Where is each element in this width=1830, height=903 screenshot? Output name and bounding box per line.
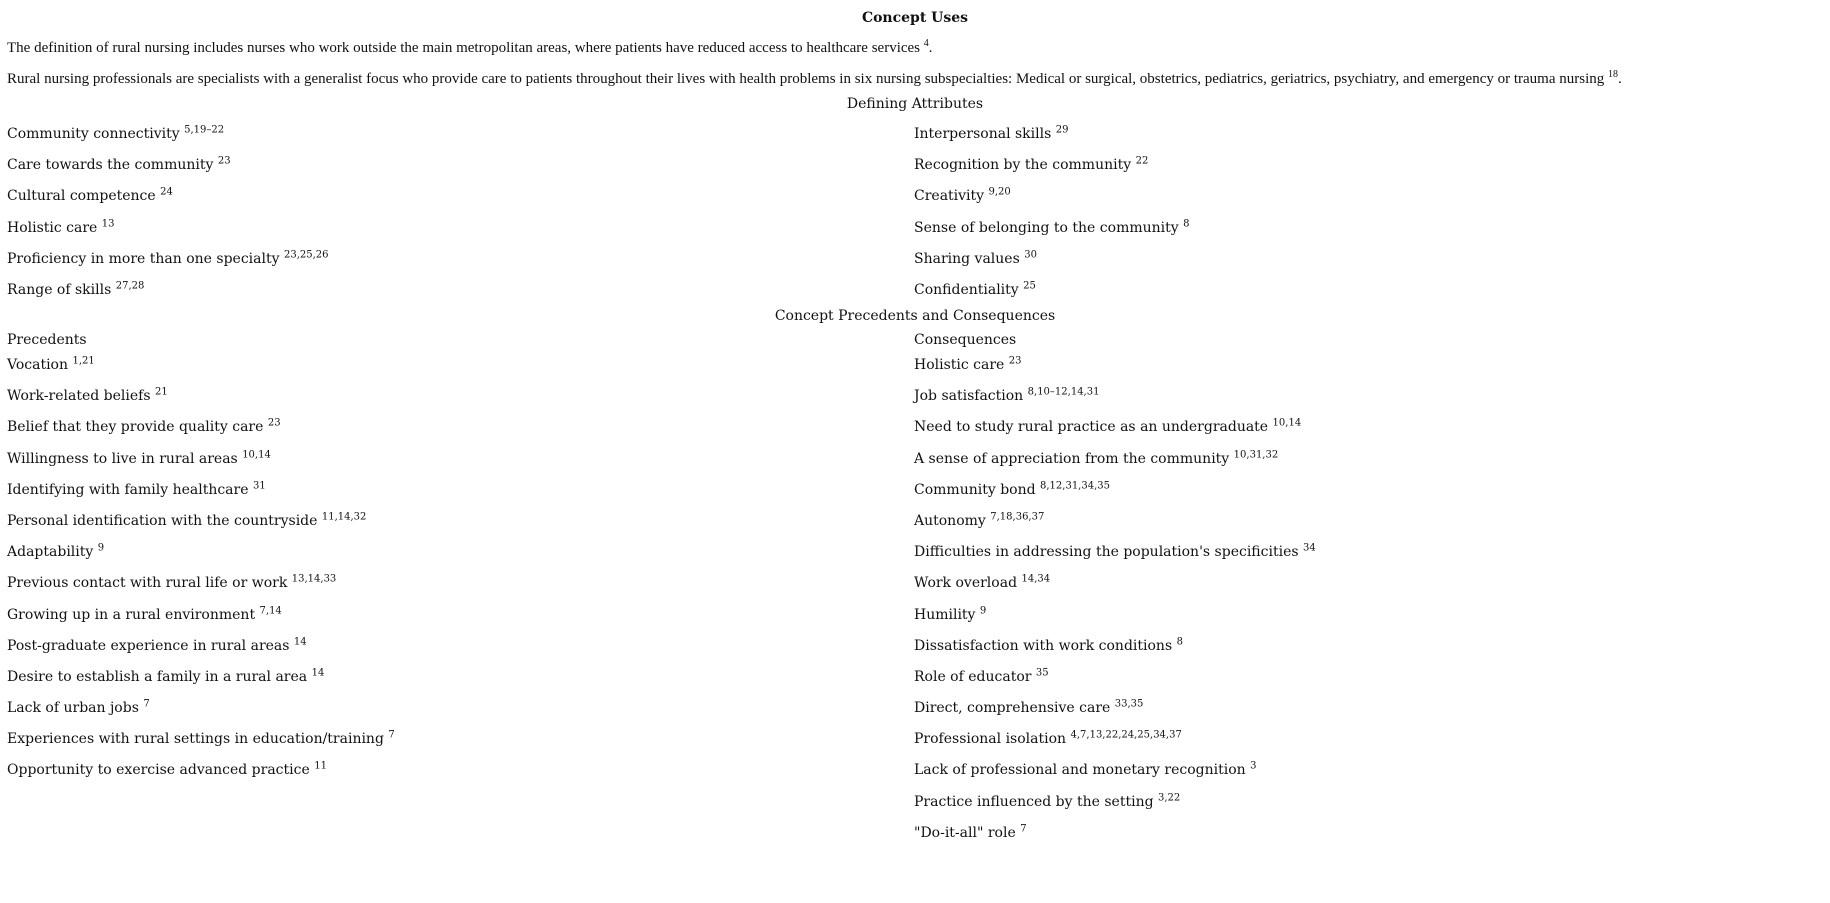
consequence-item	[914, 480, 1316, 511]
precedent-item	[7, 636, 395, 667]
item-label: Identifying with family healthcare	[7, 481, 249, 498]
attribute-item	[7, 249, 329, 280]
citation-ref: 8,12,31,34,35	[1040, 480, 1110, 492]
item-label: Experiences with rural settings in education/training	[7, 731, 384, 748]
item-label: Recognition by the community	[914, 157, 1132, 174]
attribute-item	[914, 249, 1190, 280]
item-label: Care towards the community	[7, 157, 214, 174]
citation-ref: 23	[1008, 355, 1022, 367]
citation-ref: 7	[1020, 823, 1027, 835]
precedent-item	[7, 729, 395, 760]
item-label: Community connectivity	[7, 126, 180, 142]
item-label: Personal identification with the countryside	[7, 512, 318, 529]
consequence-item	[914, 573, 1316, 604]
item-label: Lack of professional and monetary recognition	[914, 762, 1246, 779]
citation-ref: 9	[97, 542, 105, 554]
citation-ref: 8,10–12,14,31	[1027, 386, 1100, 398]
attribute-item	[7, 155, 329, 186]
citation-ref: 4	[923, 38, 929, 49]
item-label: Humility	[914, 606, 976, 623]
item-label: Previous contact with rural life or work	[7, 575, 288, 592]
paragraph-rural-nursing-specialists	[7, 69, 1622, 89]
precedent-item	[7, 667, 395, 698]
citation-ref: 3,22	[1158, 791, 1181, 803]
item-label: Work-related beliefs	[7, 388, 151, 405]
attribute-item	[914, 186, 1190, 217]
citation-ref: 3	[1250, 760, 1257, 772]
item-label: Belief that they provide quality care	[7, 419, 264, 436]
citation-ref: 14	[311, 667, 325, 679]
citation-ref: 7	[143, 698, 150, 710]
precedents-list	[7, 330, 395, 792]
citation-ref: 11,14,32	[321, 511, 367, 523]
attribute-item	[914, 218, 1190, 249]
paragraph-rural-nursing-definition	[7, 38, 933, 58]
item-label: Work overload	[914, 575, 1018, 592]
precedent-item	[7, 449, 395, 480]
citation-ref: 1,21	[72, 355, 95, 367]
attribute-item	[914, 124, 1190, 155]
item-label: Vocation	[7, 357, 68, 373]
item-label: Interpersonal skills	[914, 126, 1052, 142]
citation-ref: 27,28	[115, 280, 145, 292]
item-label: Difficulties in addressing the population's specificities	[914, 544, 1299, 561]
citation-ref: 22	[1135, 155, 1149, 167]
citation-ref: 14,34	[1021, 573, 1051, 585]
item-label: Sense of belonging to the community	[914, 219, 1179, 236]
defining-attributes-right-list	[914, 124, 1190, 311]
consequence-item	[914, 760, 1316, 791]
item-label: Dissatisfaction with work conditions	[914, 637, 1173, 654]
item-label: Range of skills	[7, 281, 112, 298]
consequence-item	[914, 729, 1316, 760]
paragraph-text: The definition of rural nursing includes nurses who work outside the main metropolitan areas, where patients have reduced access to healthcare services	[7, 40, 921, 56]
consequence-item	[914, 698, 1316, 729]
citation-ref: 23	[267, 417, 281, 429]
citation-ref: 9	[979, 604, 987, 616]
item-label: Holistic care	[7, 219, 98, 236]
consequence-item	[914, 823, 1316, 854]
citation-ref: 8	[1176, 636, 1183, 648]
precedent-item	[7, 760, 395, 791]
citation-ref: 4,7,13,22,24,25,34,37	[1070, 729, 1182, 741]
consequences-column-header: Consequences	[914, 332, 1017, 348]
citation-ref: 7,14	[259, 604, 282, 616]
precedent-item	[7, 480, 395, 511]
item-label: Desire to establish a family in a rural area	[7, 668, 308, 685]
attribute-item	[7, 186, 329, 217]
citation-ref: 7	[388, 729, 395, 741]
citation-ref: 31	[252, 480, 266, 492]
citation-ref: 23,25,26	[283, 249, 329, 261]
document-title: Concept Uses	[861, 10, 969, 26]
consequence-item	[914, 667, 1316, 698]
item-label: Role of educator	[914, 668, 1032, 685]
item-label: Job satisfaction	[914, 388, 1024, 405]
consequence-item	[914, 511, 1316, 542]
item-label: Confidentiality	[914, 281, 1019, 298]
item-label: Proficiency in more than one specialty	[7, 250, 280, 267]
precedent-item	[7, 417, 395, 448]
citation-ref: 29	[1055, 124, 1069, 136]
citation-ref: 24	[160, 186, 173, 198]
item-label: A sense of appreciation from the community	[914, 450, 1230, 467]
precedent-item	[7, 511, 395, 542]
citation-ref: 30	[1024, 249, 1037, 261]
consequence-item	[914, 792, 1316, 823]
precedent-item	[7, 573, 395, 604]
paragraph-tail: .	[928, 40, 933, 56]
precedent-item	[7, 386, 395, 417]
item-label: Holistic care	[914, 357, 1005, 373]
consequence-item	[914, 636, 1316, 667]
item-label: "Do-it-all" role	[914, 824, 1016, 841]
citation-ref: 9,20	[988, 186, 1011, 198]
paragraph-tail: .	[1618, 71, 1622, 87]
consequence-item	[914, 449, 1316, 480]
citation-ref: 21	[154, 386, 168, 398]
citation-ref: 10,14	[242, 448, 271, 460]
precedents-consequences-heading: Concept Precedents and Consequences	[774, 308, 1056, 324]
item-label: Professional isolation	[914, 731, 1067, 748]
item-label: Practice influenced by the setting	[914, 793, 1154, 810]
item-label: Cultural competence	[7, 188, 156, 205]
attribute-item	[914, 155, 1190, 186]
citation-ref: 33,35	[1114, 698, 1144, 710]
item-label: Growing up in a rural environment	[7, 606, 256, 623]
citation-ref: 5,19–22	[184, 124, 225, 136]
item-label: Lack of urban jobs	[7, 700, 139, 717]
citation-ref: 13,14,33	[291, 573, 337, 585]
item-label: Autonomy	[914, 512, 986, 529]
citation-ref: 25	[1023, 280, 1036, 292]
consequence-item	[914, 386, 1316, 417]
paragraph-text: Rural nursing professionals are specialists with a generalist focus who provide care to patients throughout their lives with health problems in six nursing subspecialties: Medical or surgical, obstetrics, pediatrics, geriatrics, psychiatry, and emergency or trauma nursing	[7, 71, 1605, 87]
item-label: Willingness to live in rural areas	[7, 450, 238, 467]
item-label: Opportunity to exercise advanced practice	[7, 762, 310, 779]
citation-ref: 14	[293, 636, 307, 648]
item-label: Direct, comprehensive care	[914, 700, 1111, 717]
item-label: Community bond	[914, 481, 1036, 498]
item-label: Post-graduate experience in rural areas	[7, 637, 290, 654]
citation-ref: 10,31,32	[1233, 448, 1279, 460]
citation-ref: 13	[101, 217, 115, 229]
consequence-item	[914, 605, 1316, 636]
precedent-item	[7, 698, 395, 729]
citation-ref: 8	[1183, 217, 1190, 229]
item-label: Adaptability	[7, 544, 94, 561]
consequence-item	[914, 417, 1316, 448]
defining-attributes-left-list	[7, 124, 329, 311]
attribute-item	[7, 124, 329, 155]
attribute-item	[7, 218, 329, 249]
precedent-item	[7, 355, 395, 386]
precedent-item	[7, 542, 395, 573]
item-label: Creativity	[914, 188, 985, 205]
item-label: Sharing values	[914, 250, 1020, 267]
citation-ref: 10,14	[1272, 417, 1302, 429]
defining-attributes-heading: Defining Attributes	[846, 96, 984, 112]
consequences-list	[914, 330, 1316, 854]
citation-ref: 18	[1608, 69, 1618, 80]
citation-ref: 11	[314, 760, 327, 772]
consequence-item	[914, 542, 1316, 573]
citation-ref: 35	[1035, 667, 1049, 679]
item-label: Need to study rural practice as an undergraduate	[914, 419, 1269, 436]
citation-ref: 23	[217, 155, 231, 167]
citation-ref: 7,18,36,37	[990, 511, 1045, 523]
consequence-item	[914, 355, 1316, 386]
precedent-item	[7, 605, 395, 636]
citation-ref: 34	[1303, 542, 1316, 554]
precedents-column-header: Precedents	[7, 332, 87, 348]
